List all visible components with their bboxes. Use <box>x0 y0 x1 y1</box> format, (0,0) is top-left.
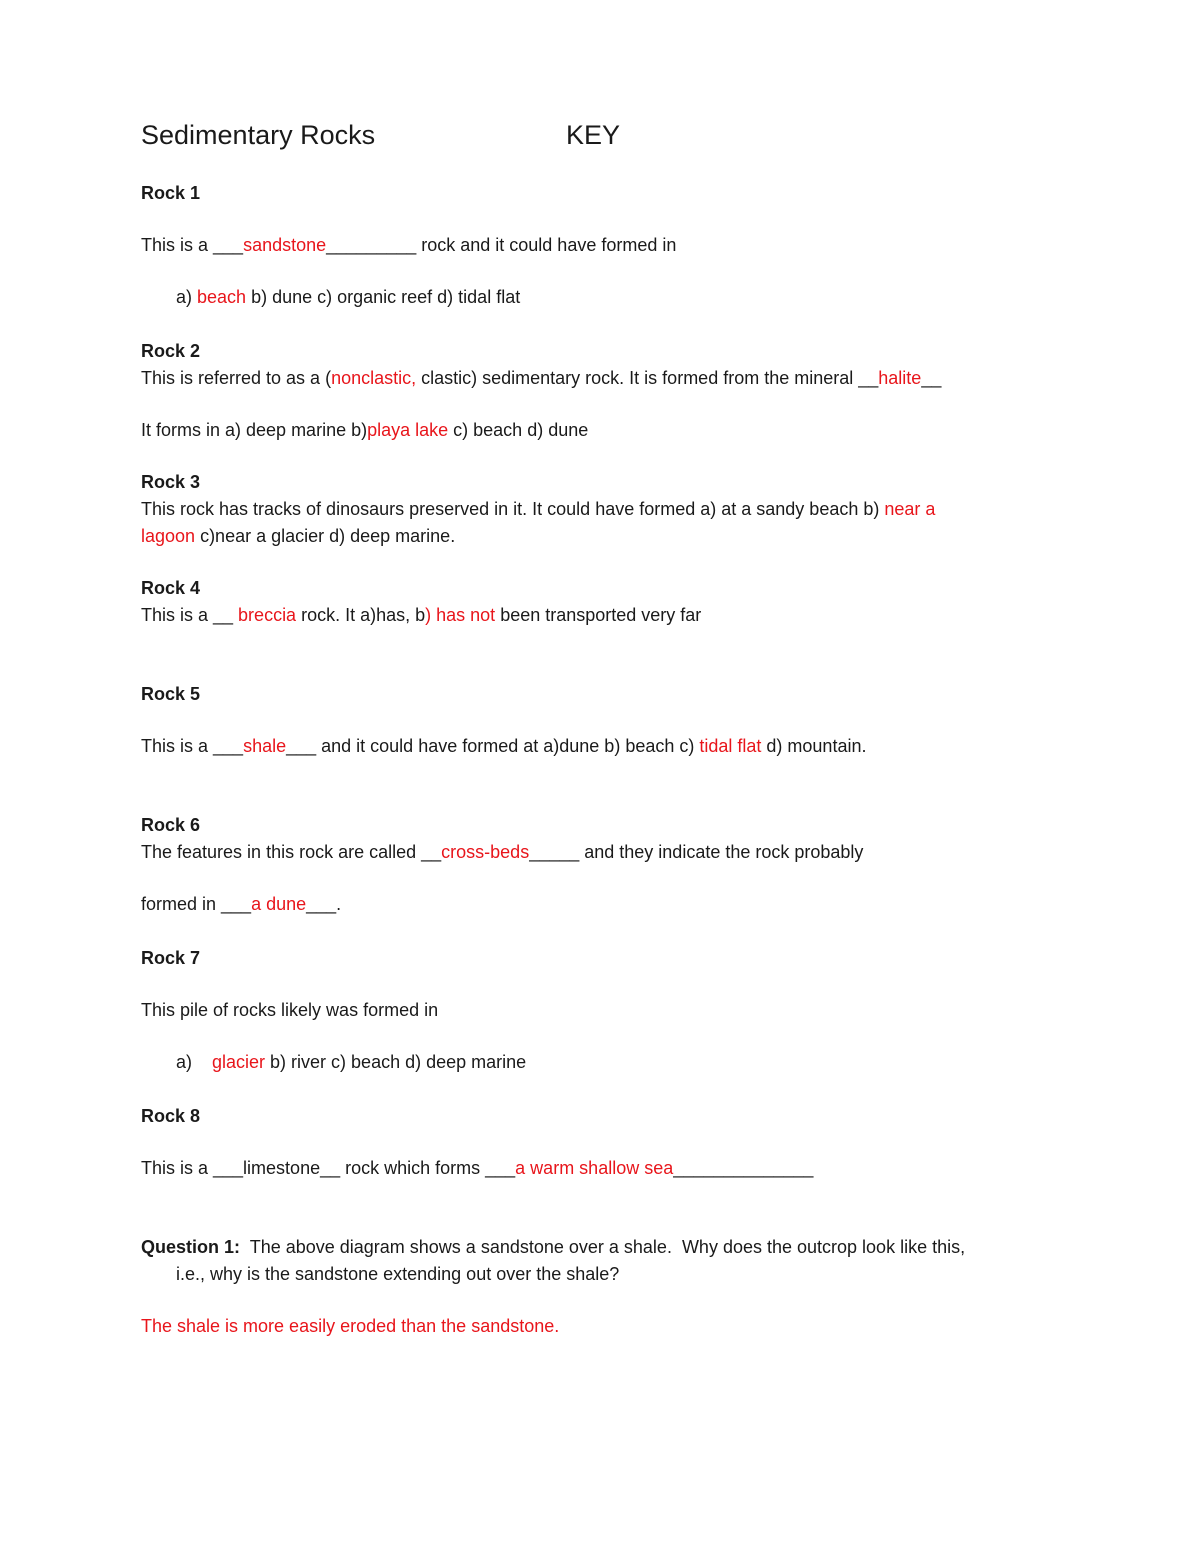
rock2-line2: It forms in a) deep marine b)playa lake c) beach d) dune <box>141 420 589 440</box>
rock7-heading: Rock 7 <box>141 948 201 968</box>
rock7-line2: a) glacier b) river c) beach d) deep marine <box>176 1052 527 1072</box>
rock2-answer-type: nonclastic, <box>331 368 417 388</box>
rock3-answer-part1: near a <box>884 499 936 519</box>
rock3-line1: This rock has tracks of dinosaurs preserved in it. It could have formed a) at a sandy beach b) near a <box>141 499 936 519</box>
rock6-answer-feature: cross-beds <box>441 842 530 862</box>
page-title: Sedimentary Rocks <box>141 120 376 150</box>
rock8-line1: This is a ___limestone__ rock which forms ___a warm shallow sea______________ <box>141 1158 814 1178</box>
rock8-answer: a warm shallow sea <box>515 1158 674 1178</box>
rock3-heading: Rock 3 <box>141 472 201 492</box>
rock5-answer-env: tidal flat <box>699 736 762 756</box>
rock2-line1: This is referred to as a (nonclastic, clastic) sedimentary rock. It is formed from the mineral __halite__ <box>141 368 942 388</box>
rock8-heading: Rock 8 <box>141 1106 201 1126</box>
rock6-answer-env: a dune <box>251 894 307 914</box>
rock2-answer-mineral: halite <box>878 368 922 388</box>
rock4-answer-transport: ) has not <box>425 605 496 625</box>
rock1-line1: This is a ___sandstone_________ rock and it could have formed in <box>141 235 677 255</box>
rock4-answer-rock: breccia <box>238 605 297 625</box>
rock5-answer-rock: shale <box>243 736 287 756</box>
rock5-line1: This is a ___shale___ and it could have formed at a)dune b) beach c) tidal flat d) mountain. <box>141 736 867 756</box>
question1-line2: i.e., why is the sandstone extending out over the shale? <box>176 1264 620 1284</box>
rock6-heading: Rock 6 <box>141 815 201 835</box>
question1-line1: Question 1: The above diagram shows a sandstone over a shale. Why does the outcrop look like this, <box>141 1237 966 1257</box>
rock3-answer-part2: lagoon <box>141 526 196 546</box>
rock2-answer-env: playa lake <box>367 420 449 440</box>
question1-answer: The shale is more easily eroded than the sandstone. <box>141 1316 560 1336</box>
key-label: KEY <box>566 120 621 150</box>
question1-label: Question 1: <box>141 1237 241 1257</box>
rock6-line1: The features in this rock are called __cross-beds_____ and they indicate the rock probably <box>141 842 864 862</box>
rock3-line2: lagoon c)near a glacier d) deep marine. <box>141 526 456 546</box>
rock1-answer: sandstone <box>243 235 327 255</box>
rock1-choice-answer: beach <box>197 287 247 307</box>
rock6-line2: formed in ___a dune___. <box>141 894 342 914</box>
rock7-answer: glacier <box>212 1052 266 1072</box>
rock4-heading: Rock 4 <box>141 578 201 598</box>
rock5-heading: Rock 5 <box>141 684 201 704</box>
rock1-heading: Rock 1 <box>141 183 201 203</box>
rock4-line1: This is a __ breccia rock. It a)has, b) has not been transported very far <box>141 605 702 625</box>
rock2-heading: Rock 2 <box>141 341 201 361</box>
rock7-line1: This pile of rocks likely was formed in <box>141 1000 439 1020</box>
rock1-line2: a) beach b) dune c) organic reef d) tidal flat <box>176 287 521 307</box>
